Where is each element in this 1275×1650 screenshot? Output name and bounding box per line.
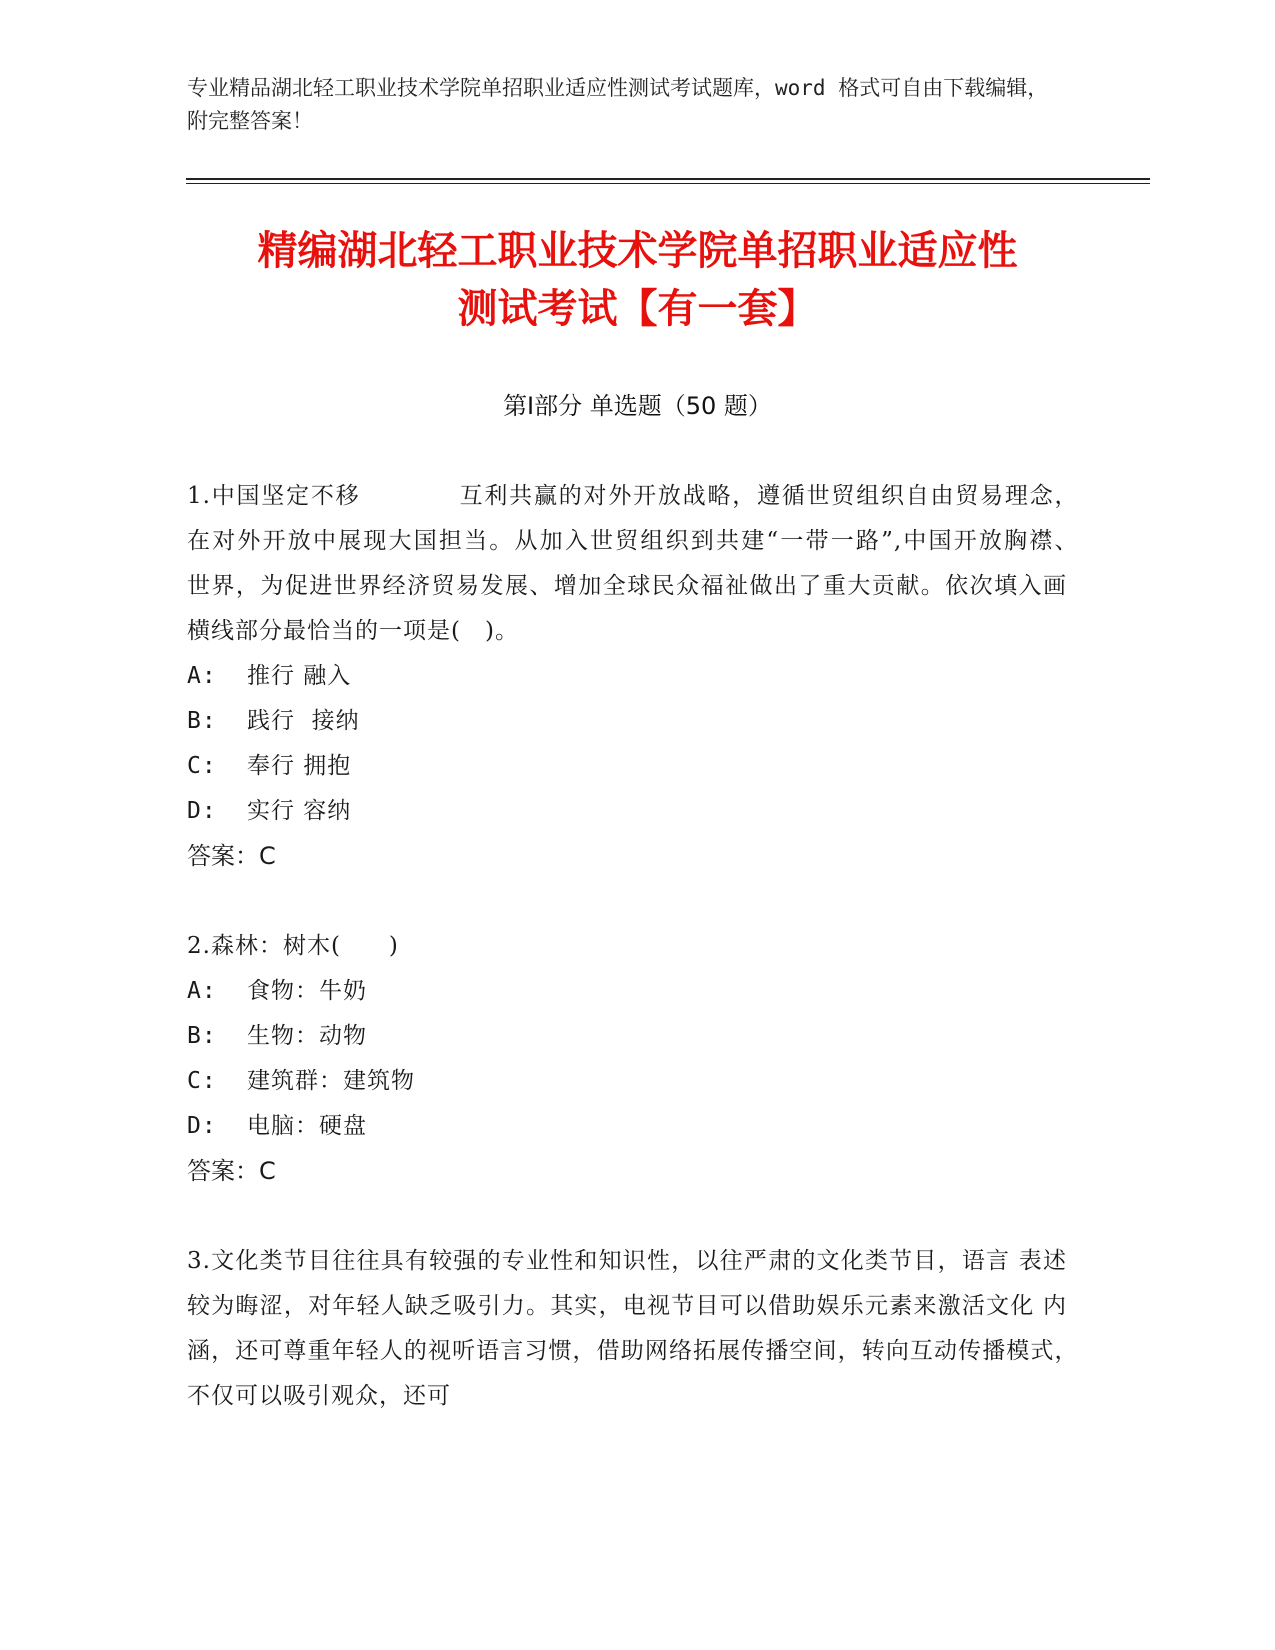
option-letter: B: — [187, 708, 217, 734]
option-letter: D: — [187, 1113, 217, 1139]
option-letter: D: — [187, 798, 217, 824]
option-text: 奉行 拥抱 — [247, 753, 352, 779]
option-text: 推行 融入 — [247, 663, 352, 689]
question-3 — [187, 1239, 1091, 1419]
title-line-2: 测试考试【有一套】 — [457, 286, 818, 332]
option-text: 践行 接纳 — [247, 708, 360, 734]
option-a — [187, 654, 1067, 699]
title-line-1: 精编湖北轻工职业技术学院单招职业适应性 — [257, 228, 1018, 274]
answer-line: 答案：C — [187, 842, 276, 870]
question-2 — [187, 924, 1067, 1194]
question-stem: 2.森林：树木( ) — [187, 933, 399, 959]
option-letter: C: — [187, 1068, 217, 1094]
option-text: 实行 容纳 — [247, 798, 352, 824]
option-letter: C: — [187, 753, 217, 779]
option-letter: A: — [187, 663, 217, 689]
option-text: 电脑：硬盘 — [247, 1113, 367, 1139]
spacer — [187, 1194, 1067, 1239]
option-text: 生物：动物 — [247, 1023, 367, 1049]
document-title — [150, 222, 1125, 338]
option-letter: A: — [187, 978, 217, 1004]
header-divider-thick — [186, 178, 1150, 180]
questions-body — [187, 474, 1115, 1419]
spacer — [187, 879, 1067, 924]
header-divider-thin — [186, 183, 1150, 184]
option-b — [187, 1014, 1067, 1059]
answer-line: 答案：C — [187, 1157, 276, 1185]
question-stem: 3.文化类节目往往具有较强的专业性和知识性，以往严肃的文化类节目，语言 表述较为晦涩，对年轻人缺乏吸引力。其实，电视节目可以借助娱乐元素来激活文化 内涵，还可尊重年轻人的视听语言习惯，借助网络拓展传播空间，转向互动传播模式， 不仅可以吸引观众，还可 — [187, 1248, 1091, 1409]
question-stem: 1.中国坚定不移 互利共赢的对外开放战略，遵循世贸组织自由贸易理念， 在对外开放中展现大国担当。从加入世贸组织到共建“一带一路”,中国开放胸襟、 世界，为促进世界经济贸易发展、增加全球民众福祉做出了重大贡献。依次填入画横线部分最恰当的一项是( )。 — [187, 483, 1115, 644]
option-d — [187, 1104, 1067, 1149]
option-a — [187, 969, 1067, 1014]
option-text: 建筑群：建筑物 — [247, 1068, 415, 1094]
section-heading: 第Ⅰ部分 单选题（50 题） — [503, 392, 772, 420]
option-letter: B: — [187, 1023, 217, 1049]
option-d — [187, 789, 1067, 834]
option-c — [187, 1059, 1067, 1104]
header-note: 专业精品湖北轻工职业技术学院单招职业适应性测试考试题库，word 格式可自由下载编辑，附完整答案！ — [187, 76, 1049, 133]
question-1 — [187, 474, 1115, 879]
option-b — [187, 699, 1067, 744]
option-text: 食物：牛奶 — [247, 978, 367, 1004]
option-c — [187, 744, 1067, 789]
